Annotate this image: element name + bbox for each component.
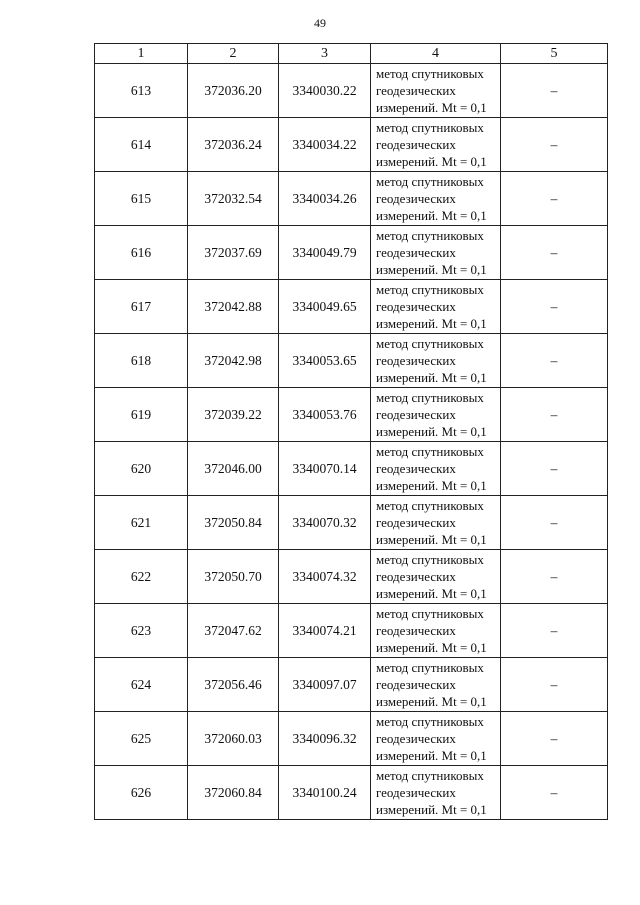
coordinates-table [94, 43, 608, 820]
method-text-line: геодезических [376, 785, 456, 800]
method-text-line: геодезических [376, 353, 456, 368]
method-text-line: измерений. Mt = 0,1 [376, 208, 487, 223]
point-number-cell: 614 [95, 118, 188, 172]
y-coordinate-cell: 3340034.22 [279, 118, 371, 172]
method-cell [371, 658, 501, 712]
header-col-4: 4 [371, 44, 501, 64]
point-number-cell: 619 [95, 388, 188, 442]
x-coordinate-cell: 372060.03 [188, 712, 279, 766]
method-cell [371, 496, 501, 550]
method-text-line: метод спутниковых [376, 606, 484, 621]
method-text-line: измерений. Mt = 0,1 [376, 100, 487, 115]
header-col-5: 5 [501, 44, 608, 64]
note-cell: – [501, 550, 608, 604]
method-cell [371, 550, 501, 604]
y-coordinate-cell: 3340100.24 [279, 766, 371, 820]
method-cell [371, 604, 501, 658]
method-text-line: геодезических [376, 245, 456, 260]
method-cell [371, 334, 501, 388]
x-coordinate-cell: 372032.54 [188, 172, 279, 226]
x-coordinate-cell: 372050.84 [188, 496, 279, 550]
method-text-line: метод спутниковых [376, 768, 484, 783]
method-text-line: геодезических [376, 461, 456, 476]
note-cell: – [501, 766, 608, 820]
method-text-line: метод спутниковых [376, 66, 484, 81]
table-row [95, 64, 608, 118]
note-cell: – [501, 280, 608, 334]
method-text-line: измерений. Mt = 0,1 [376, 586, 487, 601]
y-coordinate-cell: 3340074.32 [279, 550, 371, 604]
note-cell: – [501, 388, 608, 442]
point-number-cell: 625 [95, 712, 188, 766]
point-number-cell: 613 [95, 64, 188, 118]
point-number-cell: 626 [95, 766, 188, 820]
header-col-1: 1 [95, 44, 188, 64]
method-text-line: измерений. Mt = 0,1 [376, 424, 487, 439]
table-row [95, 604, 608, 658]
method-cell [371, 280, 501, 334]
header-col-2: 2 [188, 44, 279, 64]
x-coordinate-cell: 372050.70 [188, 550, 279, 604]
note-cell: – [501, 118, 608, 172]
y-coordinate-cell: 3340070.14 [279, 442, 371, 496]
method-text-line: геодезических [376, 299, 456, 314]
method-cell [371, 118, 501, 172]
method-text-line: метод спутниковых [376, 228, 484, 243]
method-text-line: измерений. Mt = 0,1 [376, 478, 487, 493]
table-row [95, 280, 608, 334]
note-cell: – [501, 64, 608, 118]
y-coordinate-cell: 3340030.22 [279, 64, 371, 118]
x-coordinate-cell: 372036.24 [188, 118, 279, 172]
point-number-cell: 624 [95, 658, 188, 712]
note-cell: – [501, 334, 608, 388]
table-row [95, 118, 608, 172]
table-row [95, 172, 608, 226]
point-number-cell: 616 [95, 226, 188, 280]
y-coordinate-cell: 3340074.21 [279, 604, 371, 658]
method-text-line: измерений. Mt = 0,1 [376, 748, 487, 763]
method-text-line: метод спутниковых [376, 714, 484, 729]
page-number: 49 [314, 16, 326, 30]
x-coordinate-cell: 372056.46 [188, 658, 279, 712]
method-text-line: метод спутниковых [376, 282, 484, 297]
method-text-line: метод спутниковых [376, 336, 484, 351]
table-row [95, 334, 608, 388]
table-header-row [95, 44, 608, 64]
table-row [95, 712, 608, 766]
y-coordinate-cell: 3340049.65 [279, 280, 371, 334]
method-cell [371, 388, 501, 442]
method-text-line: измерений. Mt = 0,1 [376, 154, 487, 169]
note-cell: – [501, 658, 608, 712]
table-row [95, 388, 608, 442]
x-coordinate-cell: 372042.98 [188, 334, 279, 388]
method-text-line: геодезических [376, 515, 456, 530]
table-row [95, 766, 608, 820]
method-text-line: измерений. Mt = 0,1 [376, 694, 487, 709]
method-text-line: измерений. Mt = 0,1 [376, 262, 487, 277]
x-coordinate-cell: 372037.69 [188, 226, 279, 280]
y-coordinate-cell: 3340049.79 [279, 226, 371, 280]
method-cell [371, 766, 501, 820]
table-row [95, 496, 608, 550]
method-text-line: измерений. Mt = 0,1 [376, 640, 487, 655]
method-cell [371, 64, 501, 118]
table-row [95, 658, 608, 712]
point-number-cell: 622 [95, 550, 188, 604]
point-number-cell: 620 [95, 442, 188, 496]
method-text-line: метод спутниковых [376, 174, 484, 189]
point-number-cell: 615 [95, 172, 188, 226]
y-coordinate-cell: 3340034.26 [279, 172, 371, 226]
y-coordinate-cell: 3340097.07 [279, 658, 371, 712]
method-text-line: метод спутниковых [376, 444, 484, 459]
x-coordinate-cell: 372036.20 [188, 64, 279, 118]
method-text-line: геодезических [376, 569, 456, 584]
method-cell [371, 226, 501, 280]
method-text-line: измерений. Mt = 0,1 [376, 316, 487, 331]
method-cell [371, 712, 501, 766]
point-number-cell: 621 [95, 496, 188, 550]
point-number-cell: 618 [95, 334, 188, 388]
method-text-line: геодезических [376, 191, 456, 206]
table-row [95, 550, 608, 604]
point-number-cell: 623 [95, 604, 188, 658]
x-coordinate-cell: 372039.22 [188, 388, 279, 442]
table-row [95, 442, 608, 496]
method-text-line: геодезических [376, 83, 456, 98]
y-coordinate-cell: 3340053.65 [279, 334, 371, 388]
method-cell [371, 442, 501, 496]
method-text-line: метод спутниковых [376, 498, 484, 513]
x-coordinate-cell: 372042.88 [188, 280, 279, 334]
x-coordinate-cell: 372046.00 [188, 442, 279, 496]
method-text-line: геодезических [376, 407, 456, 422]
table-row [95, 226, 608, 280]
method-text-line: метод спутниковых [376, 552, 484, 567]
method-text-line: метод спутниковых [376, 120, 484, 135]
x-coordinate-cell: 372047.62 [188, 604, 279, 658]
method-text-line: геодезических [376, 623, 456, 638]
y-coordinate-cell: 3340096.32 [279, 712, 371, 766]
table-body [95, 64, 608, 820]
method-text-line: метод спутниковых [376, 660, 484, 675]
method-text-line: геодезических [376, 677, 456, 692]
method-text-line: геодезических [376, 731, 456, 746]
note-cell: – [501, 442, 608, 496]
note-cell: – [501, 496, 608, 550]
method-text-line: измерений. Mt = 0,1 [376, 532, 487, 547]
note-cell: – [501, 604, 608, 658]
method-text-line: геодезических [376, 137, 456, 152]
y-coordinate-cell: 3340053.76 [279, 388, 371, 442]
x-coordinate-cell: 372060.84 [188, 766, 279, 820]
method-text-line: измерений. Mt = 0,1 [376, 802, 487, 817]
method-cell [371, 172, 501, 226]
note-cell: – [501, 226, 608, 280]
point-number-cell: 617 [95, 280, 188, 334]
y-coordinate-cell: 3340070.32 [279, 496, 371, 550]
method-text-line: измерений. Mt = 0,1 [376, 370, 487, 385]
note-cell: – [501, 172, 608, 226]
note-cell: – [501, 712, 608, 766]
method-text-line: метод спутниковых [376, 390, 484, 405]
header-col-3: 3 [279, 44, 371, 64]
